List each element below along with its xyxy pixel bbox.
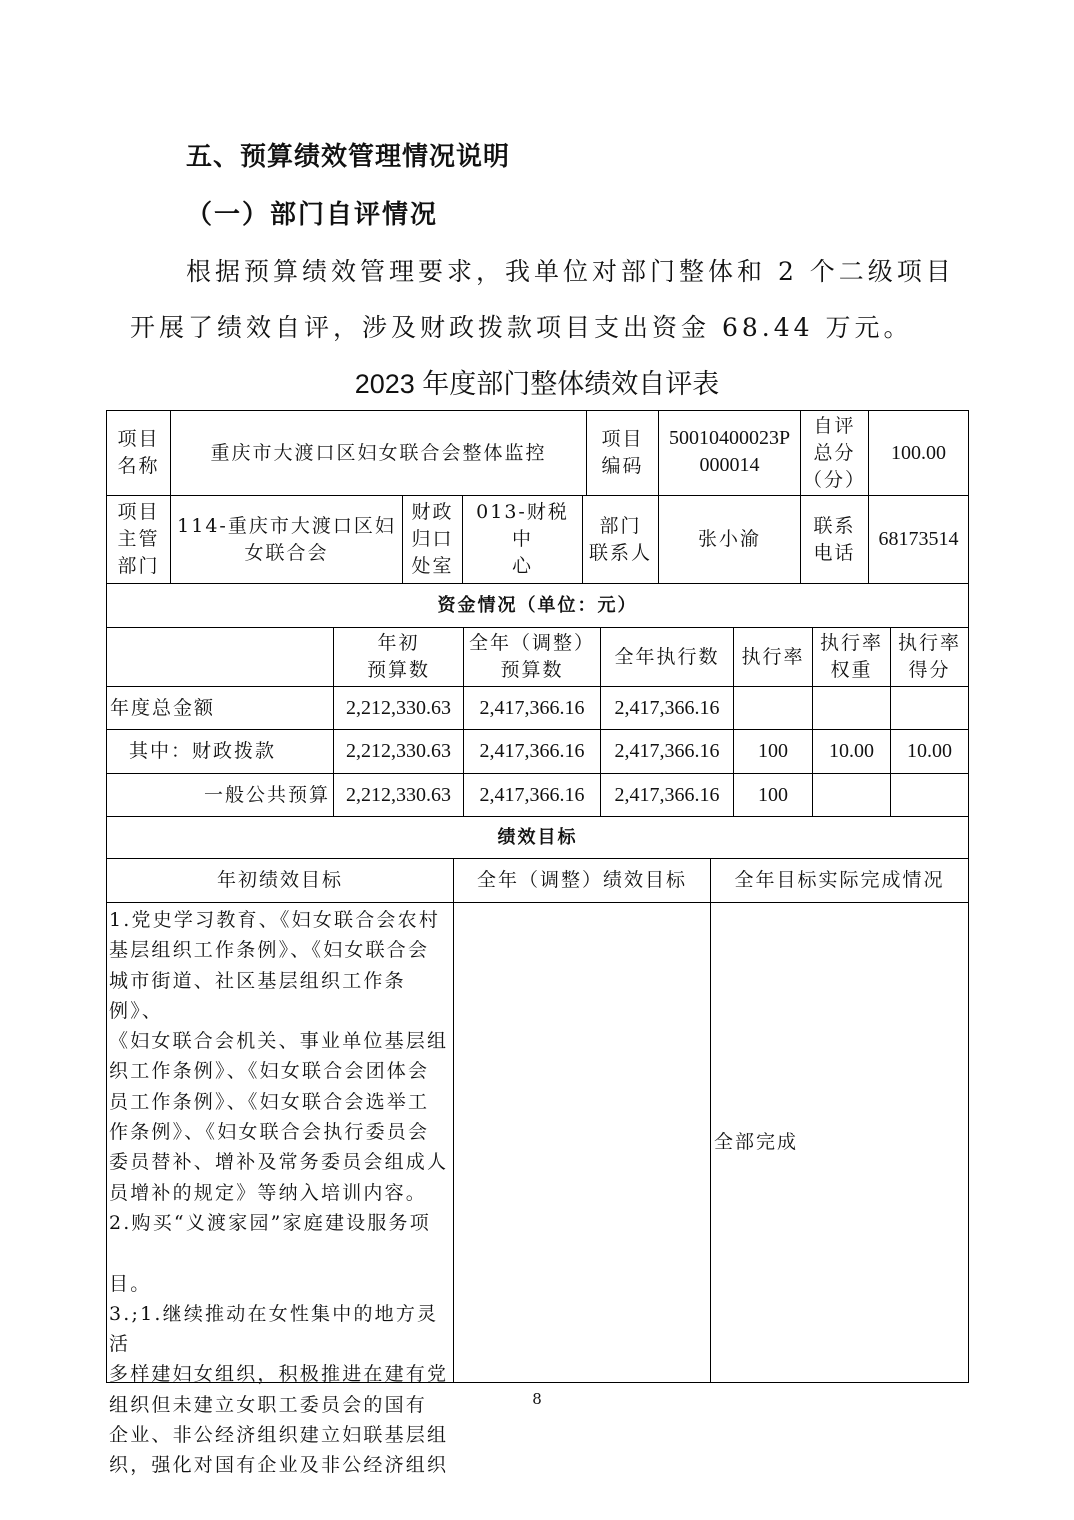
funds-cell-label: 一般公共预算 [107, 774, 334, 817]
funds-cell-executed: 2,417,366.16 [601, 774, 734, 817]
project-code: 50010400023P 000014 [659, 411, 801, 496]
project-name-label: 项目 名称 [107, 411, 171, 496]
performance-table [106, 410, 969, 1477]
actual-completion: 全部完成 [711, 903, 969, 1383]
sub-heading: （一）部门自评情况 [186, 200, 439, 230]
funds-cell-adjusted: 2,417,366.16 [464, 687, 601, 730]
funds-col-weight: 执行率 权重 [813, 628, 891, 687]
dept-label: 项目 主管 部门 [107, 496, 171, 584]
phone-label: 联系 电话 [801, 496, 869, 584]
funds-cell-executed: 2,417,366.16 [601, 730, 734, 774]
paragraph-line: 根据预算绩效管理要求，我单位对部门整体和 2 个二级项目 [186, 257, 955, 286]
funds-col-executed: 全年执行数 [601, 628, 734, 687]
project-name: 重庆市大渡口区妇女联合会整体监控 [171, 411, 587, 496]
funds-cell-weight [813, 687, 891, 730]
funds-cell-score [891, 774, 969, 817]
funds-col-initial: 年初 预算数 [334, 628, 464, 687]
goals-header: 绩效目标 [107, 817, 969, 859]
initial-goals: 1.党史学习教育、《妇女联合会农村 基层组织工作条例》、《妇女联合会 城市街道、社区基层组织工作条例》、 《妇女联合会机关、事业单位基层组 织工作条例》、《妇女联合会团体会 员工作条例》、《妇女联合会选举工 作条例》、《妇女联合会执行委员会 委员替补、增补及常务委员会组成人 员增补的规定》等纳入培训内容。 2.购买“义渡家园”家庭建设服务项 目。 3.;1.继续推动在女性集中的地方灵活 多样建妇女组织，积极推进在建有党 组织但未建立女职工委员会的国有 企业、非公经济组织建立妇联基层组 织，强化对国有企业及非公经济组织 [107, 903, 454, 1383]
funds-cell-rate: 100 [734, 730, 813, 774]
funds-cell-rate [734, 687, 813, 730]
funds-cell-score [891, 687, 969, 730]
table-title: 2023 年度部门整体绩效自评表 [354, 369, 720, 399]
goals-col-initial: 年初绩效目标 [107, 859, 454, 903]
funds-col-blank [107, 628, 334, 687]
funds-cell-adjusted: 2,417,366.16 [464, 730, 601, 774]
funds-cell-initial: 2,212,330.63 [334, 687, 464, 730]
funds-cell-weight: 10.00 [813, 730, 891, 774]
funds-cell-weight [813, 774, 891, 817]
project-code-label: 项目 编码 [587, 411, 659, 496]
funds-col-rate: 执行率 [734, 628, 813, 687]
adjusted-goals [454, 903, 711, 1383]
funds-cell-score: 10.00 [891, 730, 969, 774]
contact-label: 部门 联系人 [583, 496, 659, 584]
funds-col-adjusted: 全年（调整） 预算数 [464, 628, 601, 687]
paragraph-line: 开展了绩效自评，涉及财政拨款项目支出资金 68.44 万元。 [130, 313, 913, 342]
funds-cell-adjusted: 2,417,366.16 [464, 774, 601, 817]
page-number: 8 [532, 1390, 542, 1408]
finance-office: 013-财税中 心 [463, 496, 583, 584]
contact: 张小渝 [659, 496, 801, 584]
funds-cell-label: 年度总金额 [107, 687, 334, 730]
section-heading: 五、预算绩效管理情况说明 [186, 142, 511, 172]
funds-cell-executed: 2,417,366.16 [601, 687, 734, 730]
goals-col-adjusted: 全年（调整）绩效目标 [454, 859, 711, 903]
dept: 114-重庆市大渡口区妇 女联合会 [171, 496, 403, 584]
goals-col-actual: 全年目标实际完成情况 [711, 859, 969, 903]
score-label: 自评 总分 （分） [801, 411, 869, 496]
phone: 68173514 [869, 496, 969, 584]
funds-col-score: 执行率 得分 [891, 628, 969, 687]
funds-cell-initial: 2,212,330.63 [334, 774, 464, 817]
funds-header: 资金情况（单位：元） [107, 584, 969, 628]
total-score: 100.00 [869, 411, 969, 496]
funds-cell-initial: 2,212,330.63 [334, 730, 464, 774]
funds-cell-label: 其中：财政拨款 [107, 730, 334, 774]
funds-cell-rate: 100 [734, 774, 813, 817]
finance-office-label: 财政 归口 处室 [403, 496, 463, 584]
